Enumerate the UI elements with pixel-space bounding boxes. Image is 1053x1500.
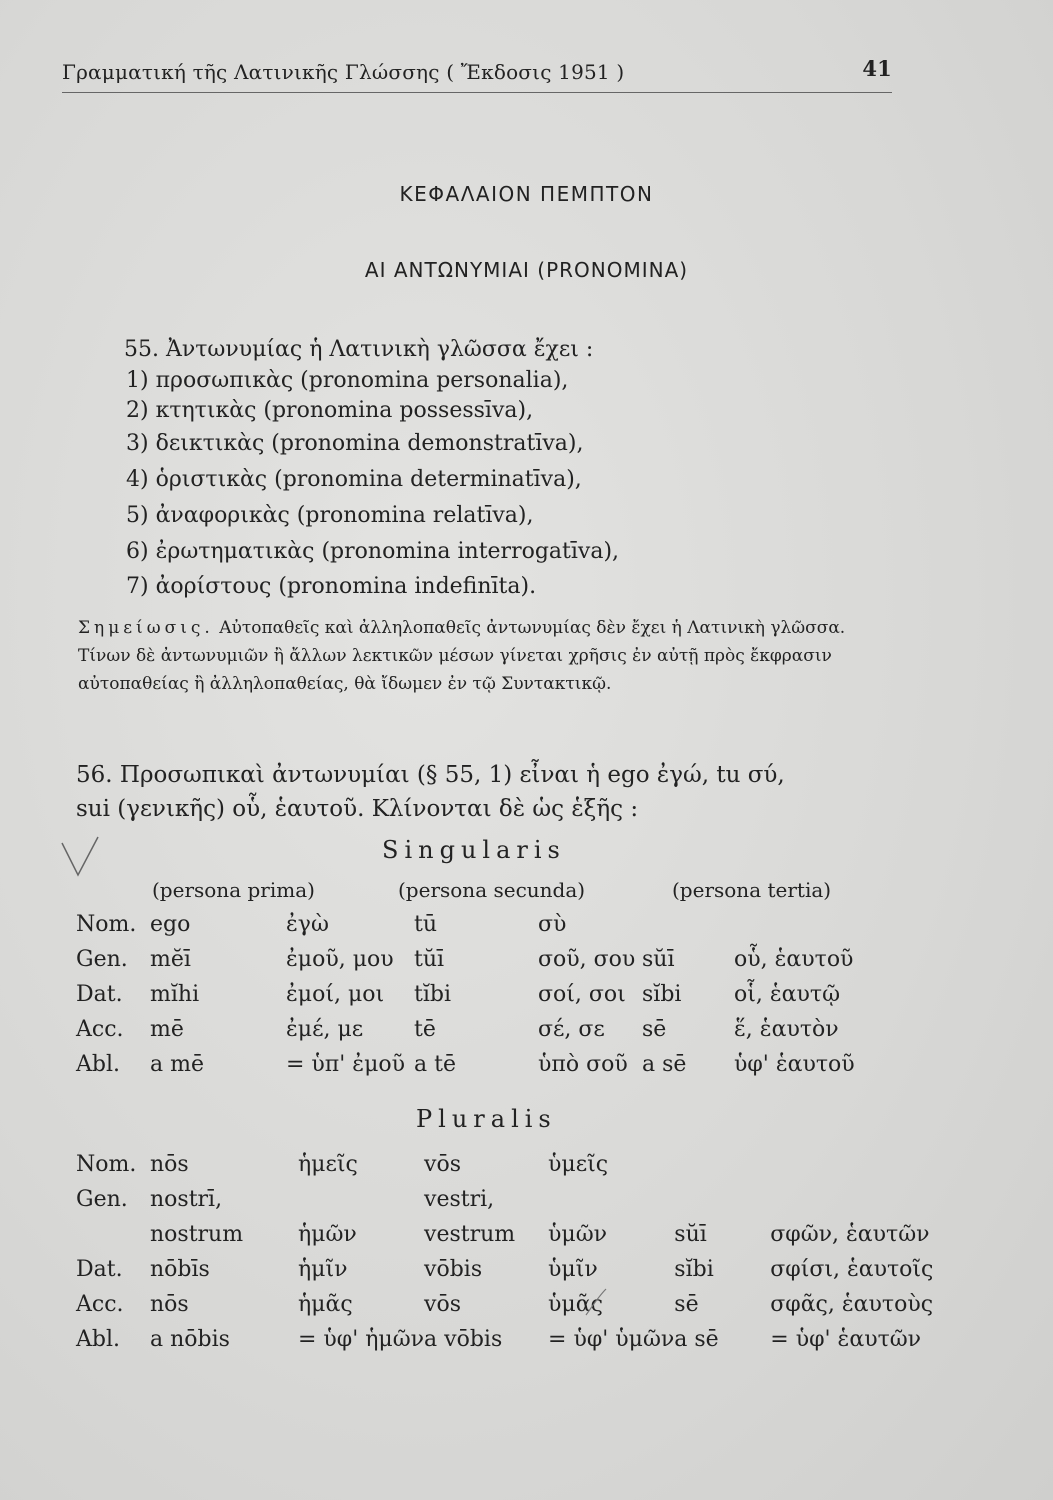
section55-item-4: 4) ὁριστικὰς (pronomina determinatīva), [126, 467, 582, 492]
header-rule [62, 92, 892, 93]
cell-greek-2: ὑμῶν [548, 1222, 608, 1247]
cell-greek-3: ὑφ' ἑαυτοῦ [734, 1052, 855, 1077]
cell-case: Gen. [76, 1187, 128, 1212]
cell-case: Nom. [76, 912, 137, 937]
cell-case: Dat. [76, 1257, 123, 1282]
cell-greek-3: σφίσι, ἑαυτοῖς [770, 1257, 934, 1282]
cell-greek-3: σφᾶς, ἑαυτοὺς [770, 1292, 934, 1317]
singular-declension-table [76, 912, 874, 1087]
person-3-heading: (persona tertia) [672, 878, 832, 902]
cell-greek-2: σὺ [538, 912, 567, 937]
cell-greek-1: ἡμῖν [298, 1257, 348, 1282]
person-1-heading: (persona prima) [152, 878, 315, 902]
table-row [76, 1327, 933, 1362]
cell-greek-1: ἐμέ, με [286, 1017, 364, 1042]
cell-case: Acc. [76, 1017, 124, 1042]
cell-case: Gen. [76, 947, 128, 972]
cell-latin-1: mĕī [150, 947, 191, 972]
cell-greek-1: ἐγὼ [286, 912, 329, 937]
table-row [76, 1187, 933, 1222]
plural-declension-table [76, 1152, 933, 1362]
cell-latin-2: tĭbi [414, 982, 451, 1007]
table-row [76, 1152, 933, 1187]
cell-latin-2: a tē [414, 1052, 456, 1077]
cell-latin-3 [674, 1187, 770, 1222]
cell-latin-1: mĭhi [150, 982, 200, 1007]
running-header [62, 56, 892, 84]
cell-greek-2: σοί, σοι [538, 982, 626, 1007]
table-row [76, 1052, 874, 1087]
cell-greek-2: ὑπὸ σοῦ [538, 1052, 628, 1077]
section56-text [76, 758, 906, 826]
cell-greek-3 [770, 1187, 933, 1222]
section55-item-5: 5) ἀναφορικὰς (pronomina relatīva), [126, 503, 534, 528]
chapter-subject-title: ΑΙ ΑΝΤΩΝΥΜΙΑΙ (PRONOMINA) [364, 258, 689, 282]
cell-case: Dat. [76, 982, 123, 1007]
cell-latin-2: vōs [424, 1292, 462, 1317]
section55-note [78, 614, 898, 698]
cell-latin-2: vestrum [424, 1222, 516, 1247]
cell-latin-3: sĭbi [642, 982, 682, 1007]
section56-line-1: 56. Προσωπικαὶ ἀντωνυμίαι (§ 55, 1) εἶναι ἡ ego ἐγώ, tu σύ, [76, 762, 785, 788]
cell-latin-2: vestri, [424, 1187, 495, 1212]
cell-latin-3 [674, 1152, 770, 1187]
singular-heading: Singularis [382, 836, 566, 864]
section55-intro: 55. Ἀντωνυμίας ἡ Λατινικὴ γλῶσσα ἔχει : [124, 337, 594, 362]
cell-greek-2: σέ, σε [538, 1017, 605, 1042]
cell-latin-3: sŭī [674, 1222, 707, 1247]
cell-latin-2: tē [414, 1017, 436, 1042]
cell-latin-1: ego [150, 912, 191, 937]
cell-latin-1: a nōbis [150, 1327, 230, 1352]
cell-case: Abl. [76, 1052, 120, 1077]
cell-latin-2: vōbis [424, 1257, 483, 1282]
section55-item-6: 6) ἐρωτηματικὰς (pronomina interrogatīva), [126, 539, 620, 564]
chapter-number-title: ΚΕΦΑΛΑΙΟΝ ΠΕΜΠΤΟΝ [399, 182, 654, 206]
cell-latin-1: a mē [150, 1052, 204, 1077]
cell-greek-3 [734, 912, 874, 947]
cell-greek-2: ὑμῖν [548, 1257, 598, 1282]
cell-greek-2: = ὑφ' ὑμῶν [548, 1327, 675, 1352]
cell-case: Acc. [76, 1292, 124, 1317]
cell-greek-3: οὗ, ἑαυτοῦ [734, 947, 854, 972]
cell-latin-3: a sē [642, 1052, 687, 1077]
cell-latin-3 [642, 912, 734, 947]
cell-greek-3: ἕ, ἑαυτὸν [734, 1017, 839, 1042]
section55-item-3: 3) δεικτικὰς (pronomina demonstratīva), [126, 431, 584, 456]
cell-greek-1: ἡμᾶς [298, 1292, 353, 1317]
section56-line-2: sui (γενικῆς) οὗ, ἑαυτοῦ. Κλίνονται δὲ ὡς ἑξῆς : [76, 796, 639, 822]
handwritten-mark [580, 1287, 610, 1317]
cell-case [76, 1222, 150, 1257]
cell-latin-1: nostrum [150, 1222, 244, 1247]
cell-case: Nom. [76, 1152, 137, 1177]
cell-greek-3: = ὑφ' ἑαυτῶν [770, 1327, 922, 1352]
cell-latin-3: sĭbi [674, 1257, 714, 1282]
cell-greek-2: ὑμᾶς [548, 1292, 603, 1317]
table-row [76, 947, 874, 982]
cell-greek-3: οἷ, ἑαυτῷ [734, 982, 841, 1007]
cell-case: Abl. [76, 1327, 120, 1352]
cell-latin-1: nostrī, [150, 1187, 223, 1212]
cell-latin-2: tū [414, 912, 438, 937]
cell-latin-3: a sē [674, 1327, 719, 1352]
cell-greek-1: ἐμοί, μοι [286, 982, 385, 1007]
cell-latin-1: nōs [150, 1152, 189, 1177]
cell-greek-2: ὑμεῖς [548, 1152, 609, 1177]
cell-latin-1: mē [150, 1017, 184, 1042]
page-number: 41 [862, 56, 892, 81]
cell-latin-3: sŭī [642, 947, 675, 972]
note-label: Σημείωσις. [78, 618, 214, 638]
table-row [76, 1257, 933, 1292]
table-row [76, 1017, 874, 1052]
section55-item-1: 1) προσωπικὰς (pronomina personalia), [126, 368, 569, 393]
cell-greek-1: ἐμοῦ, μου [286, 947, 394, 972]
cell-latin-2: tŭī [414, 947, 445, 972]
cell-greek-1 [298, 1187, 424, 1222]
cell-latin-2: a vōbis [424, 1327, 503, 1352]
cell-greek-2 [548, 1187, 674, 1222]
note-text: Αὐτοπαθεῖς καὶ ἀλληλοπαθεῖς ἀντωνυμίας δὲν ἔχει ἡ Λατινικὴ γλῶσσα. Τίνων δὲ ἀντωνυμιῶν ἢ ἄλλων λεκτικῶν μέσων γίνεται χρῆσις ἐν αὐτῇ πρὸς ἔκφρασιν αὐτοπαθείας ἢ ἀλληλοπαθείας, θὰ ἴδωμεν ἐν τῷ Συντακτικῷ. [78, 618, 846, 694]
cell-greek-2: σοῦ, σου [538, 947, 636, 972]
section55-item-7: 7) ἀορίστους (pronomina indefinīta). [126, 574, 537, 599]
table-row [76, 1292, 933, 1327]
handwritten-check-mark [58, 835, 102, 879]
cell-greek-3 [770, 1152, 933, 1187]
plural-heading: Pluralis [416, 1105, 557, 1133]
cell-greek-1: ἡμεῖς [298, 1152, 358, 1177]
person-2-heading: (persona secunda) [398, 878, 586, 902]
cell-greek-1: ἡμῶν [298, 1222, 357, 1247]
section55-item-2: 2) κτητικὰς (pronomina possessīva), [126, 398, 534, 423]
cell-latin-1: nōs [150, 1292, 189, 1317]
cell-latin-2: vōs [424, 1152, 462, 1177]
cell-greek-3: σφῶν, ἑαυτῶν [770, 1222, 930, 1247]
table-row [76, 1222, 933, 1257]
table-row [76, 982, 874, 1017]
cell-latin-3: sē [674, 1292, 699, 1317]
cell-greek-1: = ὑπ' ἐμοῦ [286, 1052, 406, 1077]
table-row [76, 912, 874, 947]
cell-latin-1: nōbīs [150, 1257, 210, 1282]
cell-latin-3: sē [642, 1017, 667, 1042]
cell-greek-1: = ὑφ' ἡμῶν [298, 1327, 425, 1352]
header-title: Γραμματική τῆς Λατινικῆς Γλώσσης ( Ἔκδοσις 1951 ) [62, 60, 625, 84]
